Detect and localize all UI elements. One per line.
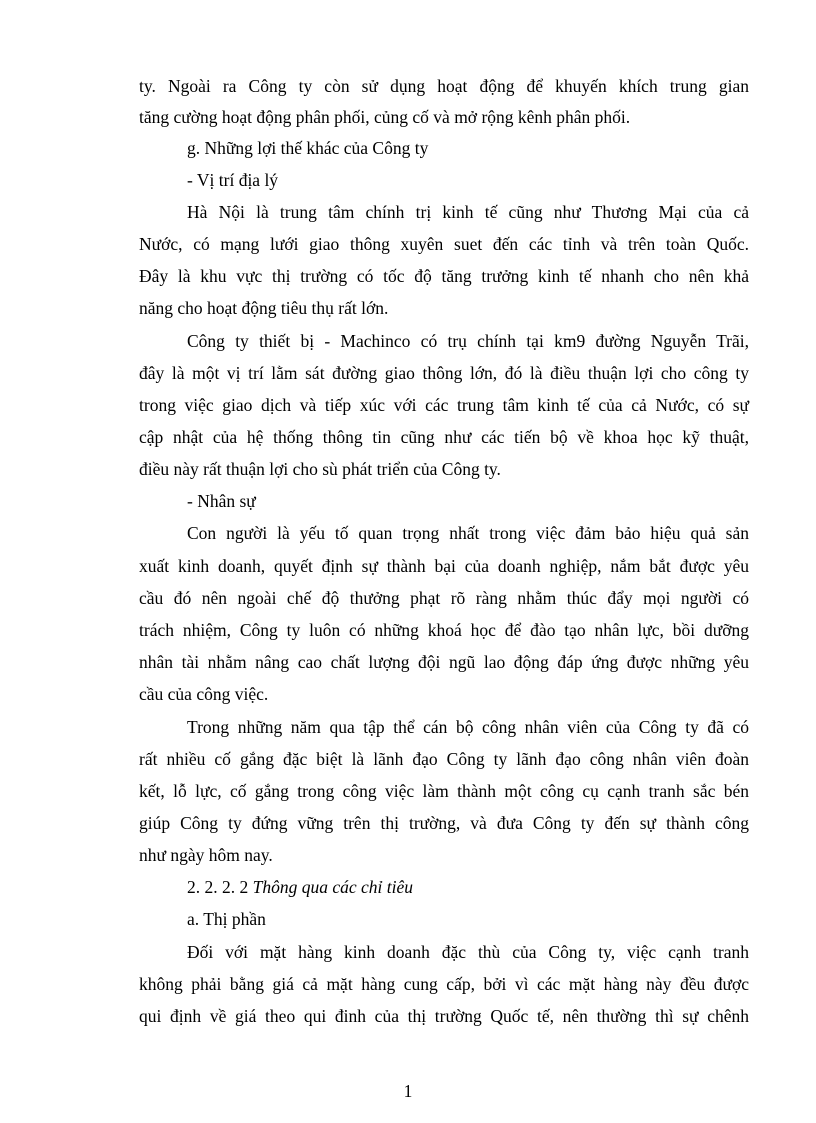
paragraph-line: qui định về giá theo qui đinh của thị trường Quốc tế, nên thường thì sự chênh [139, 1006, 749, 1026]
section-number: 2. 2. 2. 2 [187, 877, 249, 897]
paragraph-line: như ngày hôm nay. [139, 845, 273, 865]
paragraph-line: cầu của công việc. [139, 684, 269, 704]
paragraph-line: trong việc giao dịch và tiếp xúc với các trung tâm kinh tế của cả Nước, có sự [139, 395, 749, 415]
paragraph-line: điều này rất thuận lợi cho sù phát triển của Công ty. [139, 459, 501, 479]
paragraph-line: xuất kinh doanh, quyết định sự thành bại của doanh nghiệp, nắm bắt được yêu [139, 556, 749, 576]
paragraph-line: trách nhiệm, Công ty luôn có những khoá học để đào tạo nhân lực, bồi dưỡng [139, 620, 749, 640]
paragraph-line: tăng cường hoạt động phân phối, củng cố và mở rộng kênh phân phối. [139, 107, 631, 127]
paragraph-line: rất nhiều cố gắng đặc biệt là lãnh đạo Công ty lãnh đạo công nhân viên đoàn [139, 749, 749, 769]
paragraph-line: giúp Công ty đứng vững trên thị trường, và đưa Công ty đến sự thành công [139, 813, 749, 833]
paragraph-line: không phải bằng giá cả mặt hàng cung cấp, bởi vì các mặt hàng này đều được [139, 974, 749, 994]
paragraph-line: ty. Ngoài ra Công ty còn sử dụng hoạt động để khuyến khích trung gian [139, 76, 749, 96]
paragraph-line: nhân tài nhằm nâng cao chất lượng đội ngũ lao động đáp ứng được những yêu [139, 652, 749, 672]
paragraph-line: Hà Nội là trung tâm chính trị kinh tế cũng như Thương Mại của cả [187, 202, 749, 222]
paragraph-line: đây là một vị trí lằm sát đường giao thông lớn, đó là điều thuận lợi cho công ty [139, 363, 749, 383]
section-title: Thông qua các chỉ tiêu [252, 877, 414, 897]
paragraph-line: Trong những năm qua tập thể cán bộ công nhân viên của Công ty đã có [187, 717, 749, 737]
paragraph-line: Đối với mặt hàng kinh doanh đặc thù của Công ty, việc cạnh tranh [187, 942, 749, 962]
subsection-heading: - Nhân sự [187, 491, 256, 511]
paragraph-line: Con người là yếu tố quan trọng nhất trong việc đảm bảo hiệu quả sản [187, 523, 749, 543]
paragraph-line: Nước, có mạng lưới giao thông xuyên suet đến các tỉnh và trên toàn Quốc. [139, 234, 749, 254]
paragraph-line: năng cho hoạt động tiêu thụ rất lớn. [139, 298, 389, 318]
paragraph-line: kết, lỗ lực, cố gắng trong công việc làm thành một công cụ cạnh tranh sắc bén [139, 781, 749, 801]
section-heading: g. Những lợi thế khác của Công ty [187, 138, 429, 158]
paragraph-line: Công ty thiết bị - Machinco có trụ chính tại km9 đường Nguyễn Trãi, [187, 331, 749, 351]
section-number-heading [187, 876, 797, 898]
paragraph-line: Đây là khu vực thị trường có tốc độ tăng trưởng kinh tế nhanh cho nên khả [139, 266, 749, 286]
page-number: 1 [403, 1081, 413, 1101]
subsection-heading: - Vị trí địa lý [187, 170, 279, 190]
paragraph-line: cầu đó nên ngoài chế độ thưởng phạt rõ ràng nhằm thúc đẩy mọi người có [139, 588, 749, 608]
paragraph-line: cập nhật của hệ thống thông tin cũng như các tiến bộ về khoa học kỹ thuật, [139, 427, 749, 447]
subsection-heading: a. Thị phần [187, 909, 266, 929]
